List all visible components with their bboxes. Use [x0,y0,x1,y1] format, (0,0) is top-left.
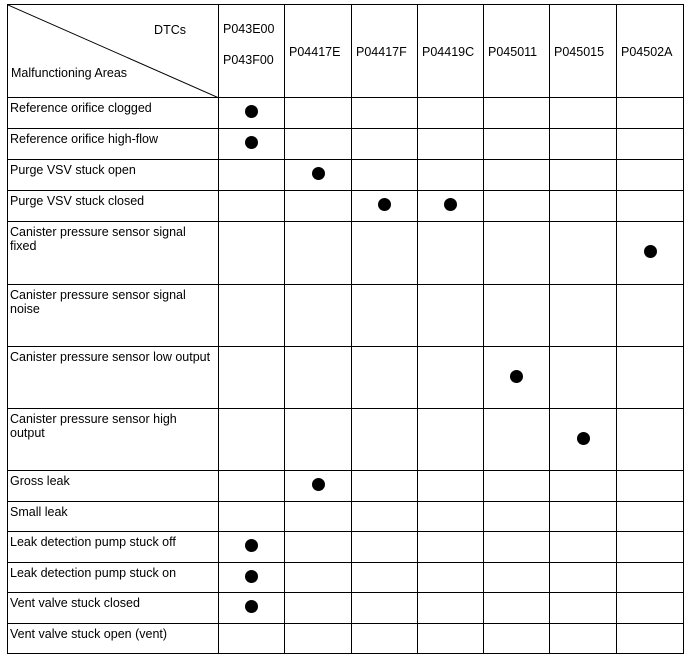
dtc-match-cell [285,563,352,593]
dtc-match-cell [219,129,285,160]
malfunctioning-areas-label: Malfunctioning Areas [11,66,128,80]
malfunction-area-label: Canister pressure sensor signal fixed [10,225,186,253]
dtc-match-cell [550,98,617,129]
dtc-match-cell [352,347,418,409]
dtc-code: P04417F [356,45,407,59]
dtc-match-cell [550,347,617,409]
malfunction-area-label: Canister pressure sensor low output [10,350,211,364]
malfunction-area-cell [8,285,219,347]
dtc-match-cell [418,160,484,191]
dtc-match-cell [617,285,684,347]
dtc-match-cell [352,502,418,532]
dtc-match-cell [550,222,617,285]
dtc-match-cell [219,593,285,624]
dtc-match-cell [484,285,550,347]
dtc-match-cell [219,532,285,563]
dtc-match-cell [352,222,418,285]
malfunction-area-label: Purge VSV stuck open [10,163,136,177]
malfunction-area-label: Canister pressure sensor signal noise [10,288,186,316]
table-row [8,222,684,285]
dtc-match-cell [418,502,484,532]
table-row [8,98,684,129]
malfunction-area-label: Small leak [10,505,68,519]
dtc-match-cell [617,347,684,409]
dtc-match-cell [418,471,484,502]
bullet-dot-icon [245,570,258,583]
malfunction-area-cell [8,222,219,285]
dtc-match-cell [484,624,550,654]
dtc-match-cell [484,502,550,532]
dtc-match-cell [484,347,550,409]
dtc-match-cell [484,222,550,285]
dtc-match-cell [418,191,484,222]
dtc-match-cell [285,532,352,563]
dtc-match-cell [285,285,352,347]
column-header-dtc [617,5,684,98]
malfunction-area-label: Leak detection pump stuck off [10,535,176,549]
malfunction-area-cell [8,409,219,471]
dtc-match-cell [352,191,418,222]
dtc-match-cell [418,222,484,285]
dtc-match-cell [550,593,617,624]
table-row [8,347,684,409]
column-header-dtc [484,5,550,98]
dtc-match-cell [352,409,418,471]
dtc-match-cell [550,532,617,563]
dtc-code: P04417E [289,45,341,59]
bullet-dot-icon [245,539,258,552]
column-header-dtc [219,5,285,98]
dtc-match-cell [617,502,684,532]
dtc-match-cell [285,160,352,191]
malfunction-area-cell [8,532,219,563]
dtc-match-cell [617,191,684,222]
dtc-match-cell [617,409,684,471]
dtc-code: P043E00 [223,22,275,36]
dtc-match-cell [550,129,617,160]
dtc-match-cell [484,160,550,191]
dtc-match-cell [550,285,617,347]
dtc-match-cell [617,222,684,285]
dtc-match-cell [219,471,285,502]
dtc-malfunction-table [7,4,684,654]
table-row [8,593,684,624]
malfunction-area-label: Vent valve stuck closed [10,596,140,610]
dtc-match-cell [617,532,684,563]
malfunction-area-label: Purge VSV stuck closed [10,194,145,208]
dtc-match-cell [285,222,352,285]
bullet-dot-icon [644,245,657,258]
malfunction-area-cell [8,471,219,502]
dtc-match-cell [352,129,418,160]
dtc-match-cell [285,409,352,471]
malfunction-area-cell [8,624,219,654]
malfunction-area-label: Leak detection pump stuck on [10,566,177,580]
dtc-match-cell [285,471,352,502]
column-header-dtc [285,5,352,98]
dtc-match-cell [484,532,550,563]
corner-header-cell [8,5,219,98]
dtc-match-cell [617,593,684,624]
malfunction-area-label: Reference orifice high-flow [10,132,158,146]
dtc-match-cell [352,98,418,129]
dtc-match-cell [418,563,484,593]
malfunction-area-label: Reference orifice clogged [10,101,152,115]
dtc-match-cell [484,98,550,129]
dtc-match-cell [285,593,352,624]
table-row [8,624,684,654]
table-row [8,191,684,222]
dtc-match-cell [418,285,484,347]
dtc-match-cell [418,347,484,409]
column-header-dtc [418,5,484,98]
dtc-code: P045011 [488,45,538,59]
dtc-match-cell [352,471,418,502]
dtc-match-cell [484,191,550,222]
dtc-match-cell [550,409,617,471]
dtc-match-cell [550,502,617,532]
dtc-match-cell [617,160,684,191]
malfunction-area-label: Vent valve stuck open (vent) [10,627,168,641]
dtc-match-cell [617,129,684,160]
dtc-match-cell [484,129,550,160]
bullet-dot-icon [245,105,258,118]
malfunction-area-cell [8,347,219,409]
dtc-match-cell [219,409,285,471]
diagonal-divider [8,5,219,98]
table-row [8,563,684,593]
malfunction-area-label: Gross leak [10,474,70,488]
dtc-match-cell [219,502,285,532]
dtc-match-cell [352,593,418,624]
bullet-dot-icon [378,198,391,211]
dtc-match-cell [550,624,617,654]
dtc-match-cell [617,98,684,129]
table-row [8,502,684,532]
malfunction-area-cell [8,129,219,160]
dtc-match-cell [219,98,285,129]
dtc-match-cell [285,98,352,129]
malfunction-area-cell [8,98,219,129]
dtc-match-cell [352,624,418,654]
dtc-match-cell [219,347,285,409]
dtc-match-cell [285,347,352,409]
dtc-match-cell [484,471,550,502]
bullet-dot-icon [444,198,457,211]
dtc-match-cell [285,191,352,222]
malfunction-area-cell [8,563,219,593]
dtc-match-cell [550,160,617,191]
dtc-match-cell [219,624,285,654]
dtcs-label: DTCs [154,23,186,37]
bullet-dot-icon [312,167,325,180]
dtc-match-cell [418,98,484,129]
column-header-dtc [352,5,418,98]
dtc-match-cell [418,532,484,563]
dtc-code: P04502A [621,45,673,59]
dtc-match-cell [484,593,550,624]
dtc-match-cell [352,563,418,593]
dtc-match-cell [219,563,285,593]
bullet-dot-icon [577,432,590,445]
dtc-match-cell [617,624,684,654]
dtc-match-cell [418,129,484,160]
dtc-match-cell [550,471,617,502]
bullet-dot-icon [245,600,258,613]
dtc-match-cell [484,409,550,471]
table-row [8,409,684,471]
dtc-match-cell [617,563,684,593]
table-row [8,532,684,563]
malfunction-area-cell [8,593,219,624]
dtc-code: P043F00 [223,53,274,67]
table-row [8,160,684,191]
bullet-dot-icon [312,478,325,491]
dtc-match-cell [352,285,418,347]
table-row [8,285,684,347]
dtc-match-cell [418,593,484,624]
dtc-match-cell [352,532,418,563]
dtc-match-cell [219,222,285,285]
dtc-match-cell [617,471,684,502]
malfunction-area-cell [8,191,219,222]
dtc-match-cell [219,191,285,222]
dtc-match-cell [285,502,352,532]
table-row [8,471,684,502]
dtc-match-cell [550,191,617,222]
bullet-dot-icon [245,136,258,149]
dtc-match-cell [484,563,550,593]
dtc-code: P045015 [554,45,605,59]
column-header-dtc [550,5,617,98]
dtc-match-cell [285,624,352,654]
dtc-match-cell [418,624,484,654]
dtc-match-cell [219,160,285,191]
dtc-match-cell [219,285,285,347]
dtc-match-cell [418,409,484,471]
dtc-match-cell [352,160,418,191]
malfunction-area-cell [8,160,219,191]
malfunction-area-cell [8,502,219,532]
header-row [8,5,684,98]
dtc-match-cell [550,563,617,593]
table-row [8,129,684,160]
bullet-dot-icon [510,370,523,383]
dtc-code: P04419C [422,45,475,59]
malfunction-area-label: Canister pressure sensor high output [10,412,177,440]
dtc-match-cell [285,129,352,160]
